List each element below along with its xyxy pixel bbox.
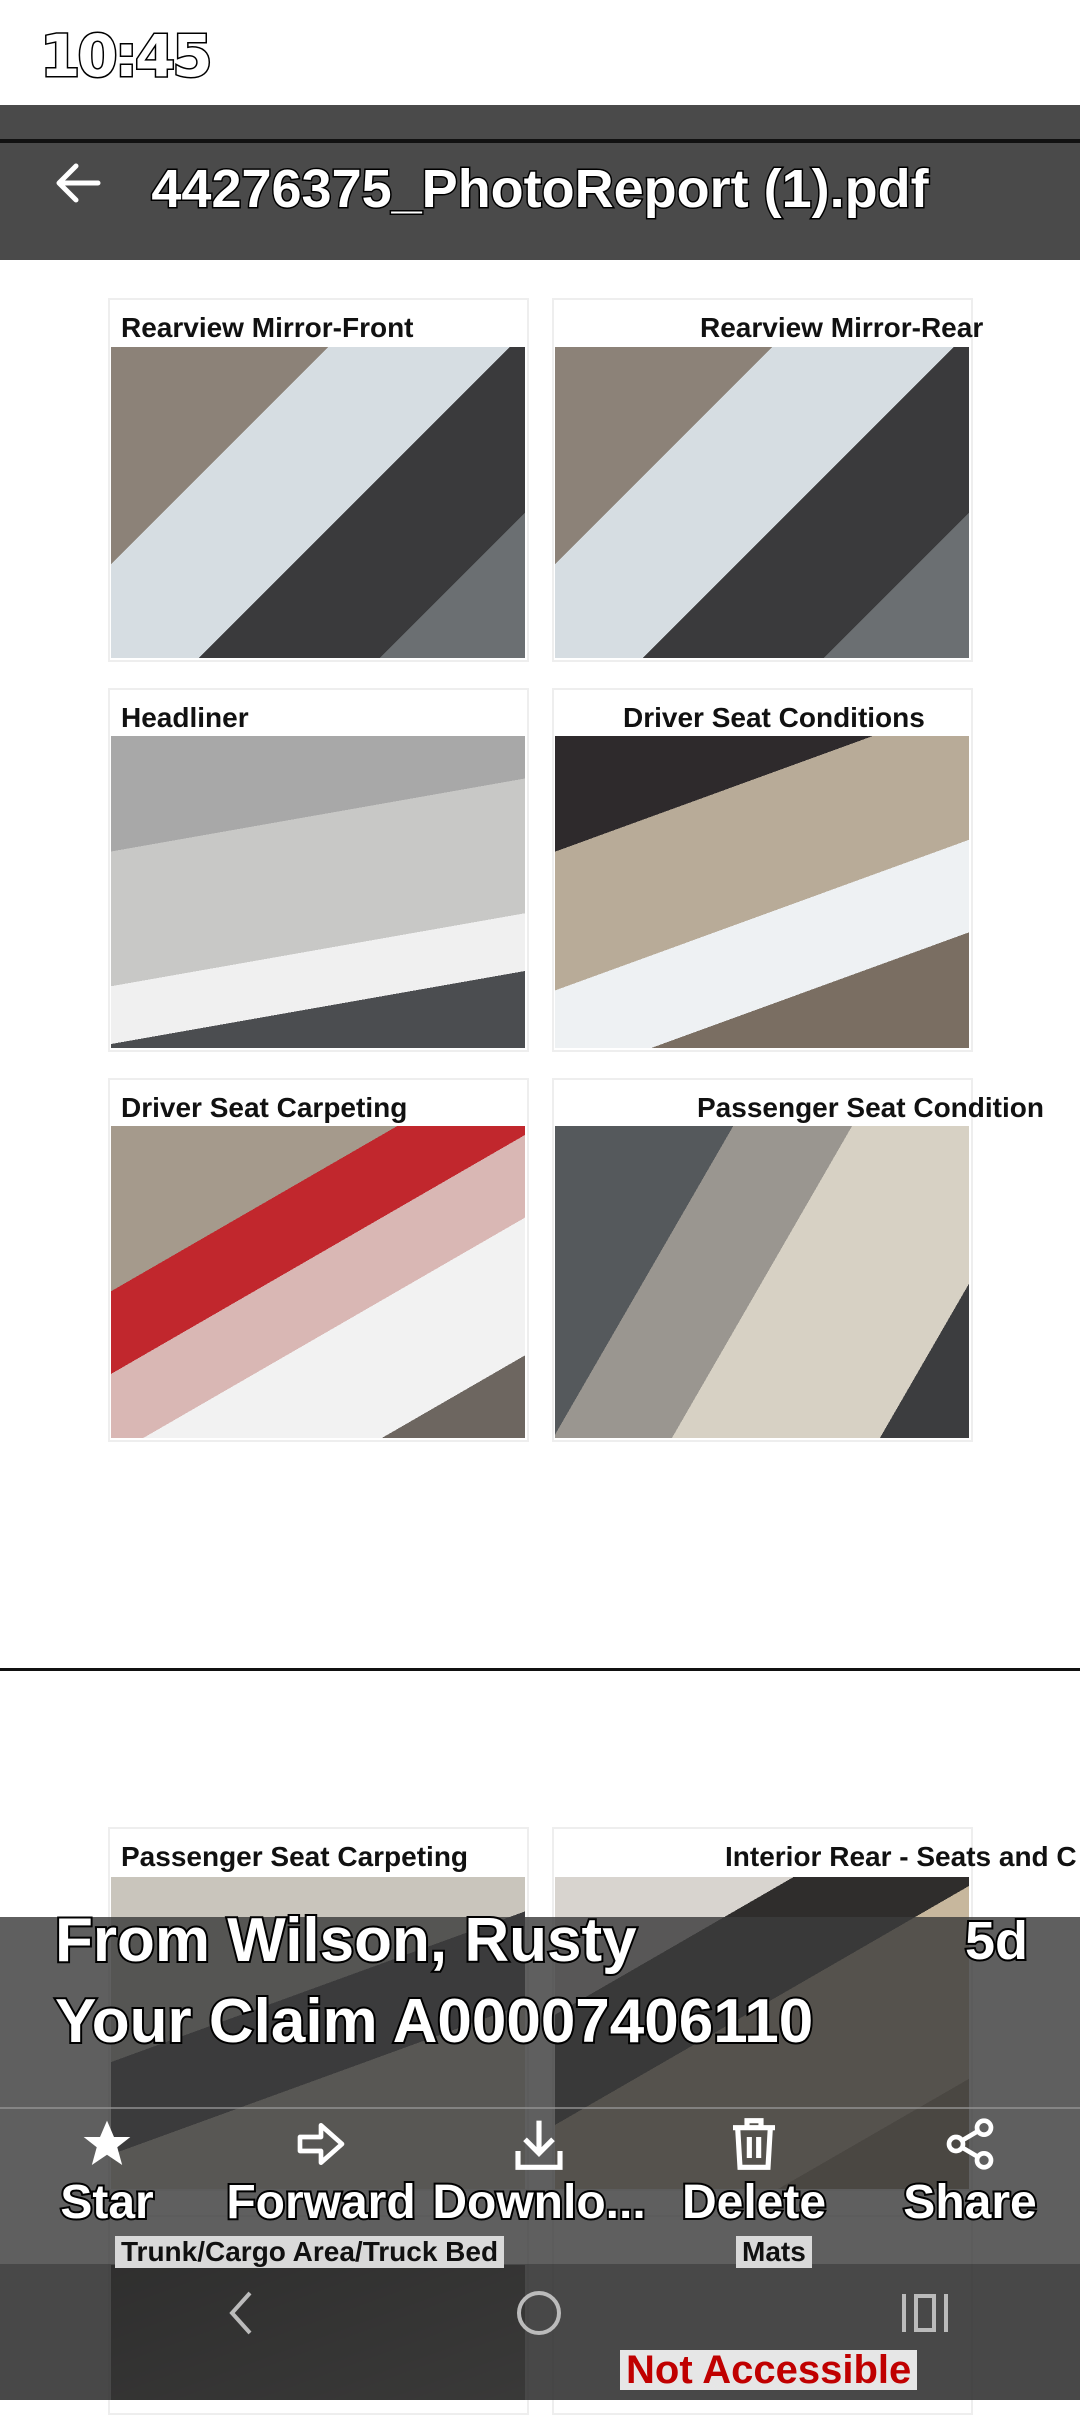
photo-label: Interior Rear - Seats and C [725, 1841, 1077, 1872]
status-time: 10:45 [40, 22, 210, 90]
photo-image[interactable] [555, 1126, 969, 1438]
photo-label: Mats [736, 2236, 812, 2268]
trash-icon [726, 2116, 782, 2172]
message-subject[interactable]: Your Claim A00007406110 [55, 1987, 814, 2056]
share-icon [942, 2116, 998, 2172]
star-button[interactable] [0, 2116, 217, 2228]
share-button[interactable] [860, 2116, 1080, 2228]
recents-icon[interactable] [900, 2288, 950, 2338]
photo-label: Rearview Mirror-Rear [700, 312, 984, 343]
download-label: Downlo... [432, 2176, 646, 2229]
photo-label: Driver Seat Conditions [623, 702, 925, 733]
message-sender: From Wilson, Rusty [55, 1906, 637, 1975]
page-separator [0, 1668, 1080, 1671]
photo-label: Headliner [121, 702, 249, 733]
delete-button[interactable] [644, 2116, 864, 2228]
share-label: Share [903, 2176, 1037, 2229]
photo-image[interactable] [555, 736, 969, 1048]
photo-image[interactable] [555, 347, 969, 658]
star-label: Star [60, 2176, 154, 2229]
forward-arrow-icon [293, 2116, 349, 2172]
photo-image[interactable] [111, 736, 525, 1048]
photo-label: Driver Seat Carpeting [121, 1092, 408, 1123]
delete-label: Delete [681, 2176, 827, 2229]
forward-button[interactable] [211, 2116, 431, 2228]
download-icon [511, 2116, 567, 2172]
home-icon[interactable] [514, 2288, 564, 2338]
forward-label: Forward [226, 2176, 416, 2229]
photo-label: Passenger Seat Condition [697, 1092, 1044, 1123]
photo-label: Passenger Seat Carpeting [121, 1841, 469, 1872]
document-title: 44276375_PhotoReport (1).pdf [151, 159, 929, 219]
download-button[interactable] [429, 2116, 649, 2228]
photo-label: Rearview Mirror-Front [121, 312, 414, 343]
app-top-bar [0, 105, 1080, 140]
photo-image[interactable] [111, 347, 525, 658]
photo-image[interactable] [111, 1126, 525, 1438]
divider [0, 2107, 1080, 2109]
back-icon[interactable] [220, 2288, 260, 2338]
message-age: 5d [965, 1911, 1029, 1971]
star-icon [79, 2116, 135, 2172]
photo-label: Trunk/Cargo Area/Truck Bed [115, 2236, 504, 2268]
not-accessible-text: Not Accessible [620, 2350, 917, 2390]
